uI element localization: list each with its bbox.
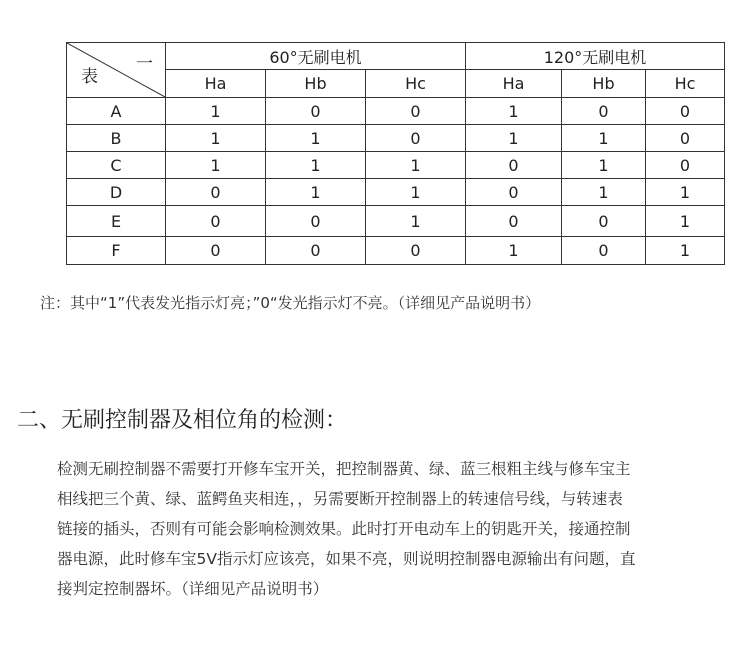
table-cell: 0 (166, 206, 266, 237)
table-cell: 0 (646, 98, 725, 125)
row-label: B (67, 125, 166, 152)
table-row (67, 237, 725, 265)
table-row (67, 152, 725, 179)
sub-header-hc-60: Hc (366, 70, 466, 98)
paragraph-line: 接判定控制器坏。（详细见产品说明书） (57, 580, 329, 598)
table-cell: 1 (562, 179, 646, 206)
group-header-60: 60°无刷电机 (166, 43, 466, 70)
table-cell: 1 (646, 179, 725, 206)
row-label: E (67, 206, 166, 237)
table-cell: 1 (562, 152, 646, 179)
table-cell: 1 (166, 98, 266, 125)
sub-header-hc-120: Hc (646, 70, 725, 98)
table-row (67, 98, 725, 125)
paragraph-line: 相线把三个黄、绿、蓝鳄鱼夹相连，，另需要断开控制器上的转速信号线，与转速表 (57, 490, 623, 508)
table-cell: 0 (646, 152, 725, 179)
paragraph-line: 器电源，此时修车宝5V指示灯应该亮，如果不亮，则说明控制器电源输出有问题，直 (57, 550, 636, 568)
table-cell: 0 (646, 125, 725, 152)
section-title: 二、无刷控制器及相位角的检测： (17, 408, 348, 433)
table-cell: 0 (366, 98, 466, 125)
table-note: 注：其中“1”代表发光指示灯亮；”0“发光指示灯不亮。（详细见产品说明书） (40, 294, 541, 312)
table-cell: 0 (562, 237, 646, 265)
row-label: A (67, 98, 166, 125)
table-cell: 1 (466, 237, 562, 265)
sub-header-hb-60: Hb (266, 70, 366, 98)
table-cell: 1 (366, 206, 466, 237)
table-cell: 0 (366, 125, 466, 152)
table-cell: 0 (266, 206, 366, 237)
table-cell: 1 (266, 125, 366, 152)
sub-header-ha-60: Ha (166, 70, 266, 98)
table-cell: 1 (562, 125, 646, 152)
table-cell: 0 (366, 237, 466, 265)
corner-bottom-label: 表 (81, 67, 98, 87)
table-cell: 0 (166, 237, 266, 265)
table-corner-cell (67, 43, 166, 98)
group-header-120: 120°无刷电机 (466, 43, 725, 70)
table-cell: 1 (266, 152, 366, 179)
table-cell: 0 (266, 237, 366, 265)
sub-header-ha-120: Ha (466, 70, 562, 98)
table-cell: 1 (266, 179, 366, 206)
table-cell: 1 (646, 206, 725, 237)
table-cell: 1 (366, 179, 466, 206)
table-row (67, 179, 725, 206)
table-row (67, 206, 725, 237)
sub-header-hb-120: Hb (562, 70, 646, 98)
row-label: C (67, 152, 166, 179)
table-cell: 1 (646, 237, 725, 265)
row-label: D (67, 179, 166, 206)
table-cell: 0 (266, 98, 366, 125)
table-cell: 0 (466, 152, 562, 179)
table-cell: 0 (466, 179, 562, 206)
table-cell: 1 (166, 152, 266, 179)
corner-top-label: 一 (136, 54, 153, 74)
paragraph-line: 链接的插头，否则有可能会影响检测效果。此时打开电动车上的钥匙开关，接通控制 (57, 520, 631, 538)
table-cell: 1 (466, 98, 562, 125)
table-cell: 0 (466, 206, 562, 237)
row-label: F (67, 237, 166, 265)
table-cell: 1 (166, 125, 266, 152)
table-cell: 1 (466, 125, 562, 152)
table-cell: 0 (166, 179, 266, 206)
table-cell: 1 (366, 152, 466, 179)
table-cell: 0 (562, 206, 646, 237)
table-row (67, 125, 725, 152)
table-cell: 0 (562, 98, 646, 125)
hall-signal-table (66, 42, 725, 265)
paragraph-line: 检测无刷控制器不需要打开修车宝开关，把控制器黄、绿、蓝三根粗主线与修车宝主 (57, 460, 631, 478)
instruction-paragraph (57, 454, 733, 604)
